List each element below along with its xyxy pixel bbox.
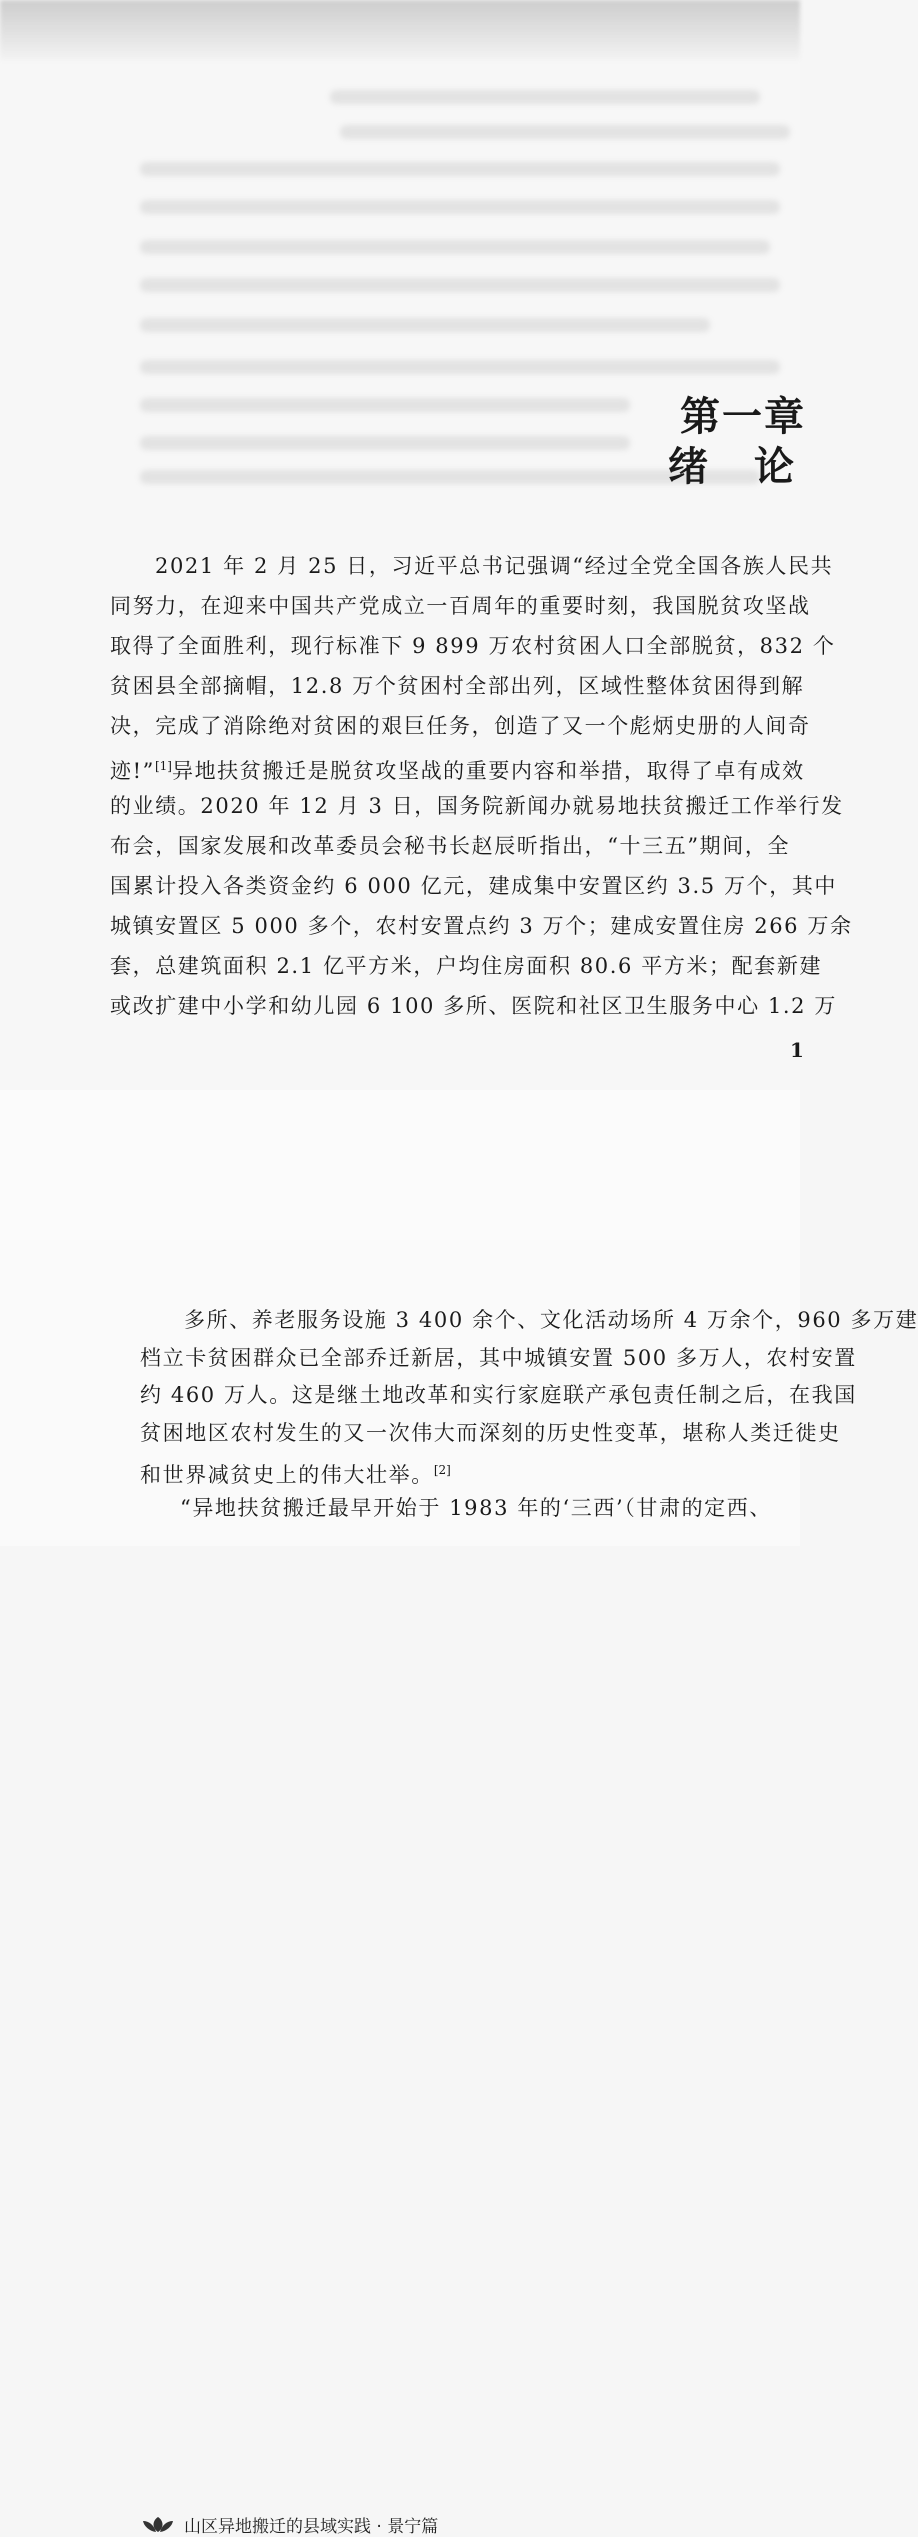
page-bottom	[0, 1240, 918, 2537]
running-header	[140, 2512, 438, 2537]
text-line: 国累计投入各类资金约 6 000 亿元，建成集中安置区约 3.5 万个，其中	[110, 874, 838, 898]
lotus-logo-icon	[140, 2516, 176, 2534]
text-line: 或改扩建中小学和幼儿园 6 100 多所、医院和社区卫生服务中心 1.2 万	[110, 994, 838, 1018]
line-text: 异地扶贫搬迁是脱贫攻坚战的重要内容和举措，取得了卓有成效	[171, 759, 805, 783]
text-line: 贫困县全部摘帽，12.8 万个贫困村全部出列，区域性整体贫困得到解	[110, 674, 805, 698]
text-line	[110, 748, 805, 789]
text-line: 多所、养老服务设施 3 400 余个、文化活动场所 4 万余个，960 多万建	[184, 1308, 918, 1332]
text-line	[140, 1452, 451, 1493]
text-line: 档立卡贫困群众已全部乔迁新居，其中城镇安置 500 多万人，农村安置	[140, 1345, 857, 1370]
page-number: 1	[790, 1038, 804, 1062]
text-line: 贫困地区农村发生的又一次伟大而深刻的历史性变革，堪称人类迁徙史	[140, 1420, 841, 1445]
text-line: 2021 年 2 月 25 日，习近平总书记强调“经过全党全国各族人民共	[155, 554, 834, 578]
text-line: 决，完成了消除绝对贫困的艰巨任务，创造了又一个彪炳史册的人间奇	[110, 714, 811, 738]
line-text: 迹!”	[110, 759, 155, 783]
text-line: 布会，国家发展和改革委员会秘书长赵辰昕指出，“十三五”期间，全	[110, 834, 791, 858]
page-top	[0, 0, 853, 1090]
text-line: “异地扶贫搬迁最早开始于 1983 年的‘三西’（甘肃的定西、	[180, 1495, 772, 1520]
page-gap	[0, 1090, 800, 1240]
line-text: 和世界减贫史上的伟大壮举。	[140, 1463, 434, 1487]
chapter-title: 绪论	[668, 444, 840, 490]
scan-shadow	[0, 0, 800, 60]
text-line: 的业绩。2020 年 12 月 3 日，国务院新闻办就易地扶贫搬迁工作举行发	[110, 794, 844, 818]
citation-ref[interactable]: [2]	[433, 1463, 451, 1477]
bleed-through-text	[330, 90, 760, 104]
running-header-title: 山区异地搬迁的县域实践 · 景宁篇	[184, 2517, 439, 2537]
text-line: 城镇安置区 5 000 多个，农村安置点约 3 万个；建成安置住房 266 万余	[110, 914, 853, 938]
text-line: 约 460 万人。这是继土地改革和实行家庭联产承包责任制之后，在我国	[140, 1383, 857, 1407]
text-line: 取得了全面胜利，现行标准下 9 899 万农村贫困人口全部脱贫，832 个	[110, 634, 836, 658]
citation-ref[interactable]: [1]	[154, 759, 172, 773]
text-line: 同努力，在迎来中国共产党成立一百周年的重要时刻，我国脱贫攻坚战	[110, 594, 811, 618]
text-line: 套，总建筑面积 2.1 亿平方米，户均住房面积 80.6 平方米；配套新建	[110, 954, 823, 978]
chapter-number: 第一章	[680, 394, 806, 440]
